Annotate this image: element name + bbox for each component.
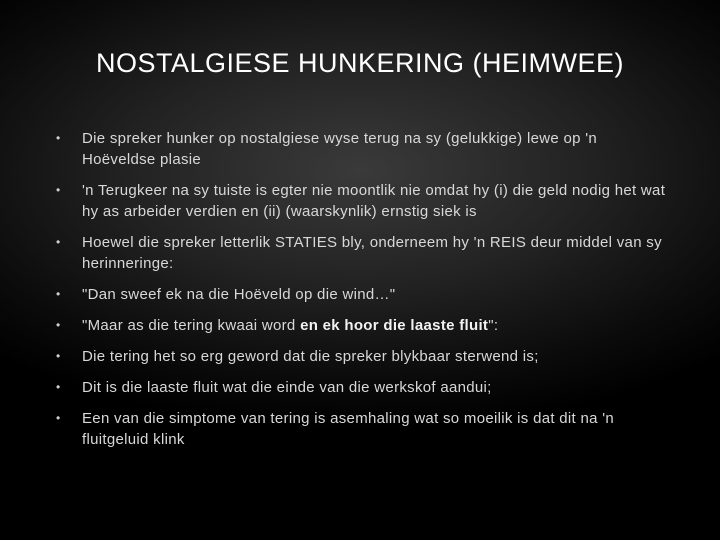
bullet-item (54, 408, 674, 450)
bullet-icon: • (56, 318, 61, 332)
bullet-item (54, 284, 674, 305)
bullet-icon: • (56, 411, 61, 425)
bullet-text-start: "Maar as die tering kwaai word (82, 317, 301, 334)
bullet-icon: • (56, 183, 61, 197)
bullet-text: Een van die simptome van tering is asemhaling wat so moeilik is dat dit na 'n fluitgeluid klink (82, 410, 615, 448)
bullet-text: "Dan sweef ek na die Hoëveld op die wind…" (82, 286, 396, 303)
bullet-icon: • (56, 349, 61, 363)
bullet-icon: • (56, 380, 61, 394)
bullet-text-end: ": (488, 317, 499, 334)
bullet-item (54, 346, 674, 367)
bullet-icon: • (56, 131, 61, 145)
bullet-item (54, 128, 674, 170)
bullet-item (54, 377, 674, 398)
bullet-text: Dit is die laaste fluit wat die einde van die werkskof aandui; (82, 379, 492, 396)
bullet-item (54, 315, 674, 336)
bullet-item (54, 180, 674, 222)
bullet-text-emphasis: en ek hoor die laaste fluit (300, 317, 489, 334)
bullet-text (82, 317, 498, 334)
bullet-icon: • (56, 287, 61, 301)
bullet-text: Die spreker hunker op nostalgiese wyse terug na sy (gelukkige) lewe op 'n Hoëveldse plasie (82, 130, 598, 168)
slide-title: NOSTALGIESE HUNKERING (HEIMWEE) (95, 48, 625, 78)
bullet-list (54, 128, 674, 460)
bullet-text: 'n Terugkeer na sy tuiste is egter nie moontlik nie omdat hy (i) die geld nodig het wat hy as arbeider verdien en (ii) (waarskynlik) ernstig siek is (82, 182, 666, 220)
bullet-text: Die tering het so erg geword dat die spreker blykbaar sterwend is; (82, 348, 539, 365)
bullet-icon: • (56, 235, 61, 249)
bullet-item (54, 232, 674, 274)
bullet-text: Hoewel die spreker letterlik STATIES bly, onderneem hy 'n REIS deur middel van sy herinneringe: (82, 234, 662, 272)
